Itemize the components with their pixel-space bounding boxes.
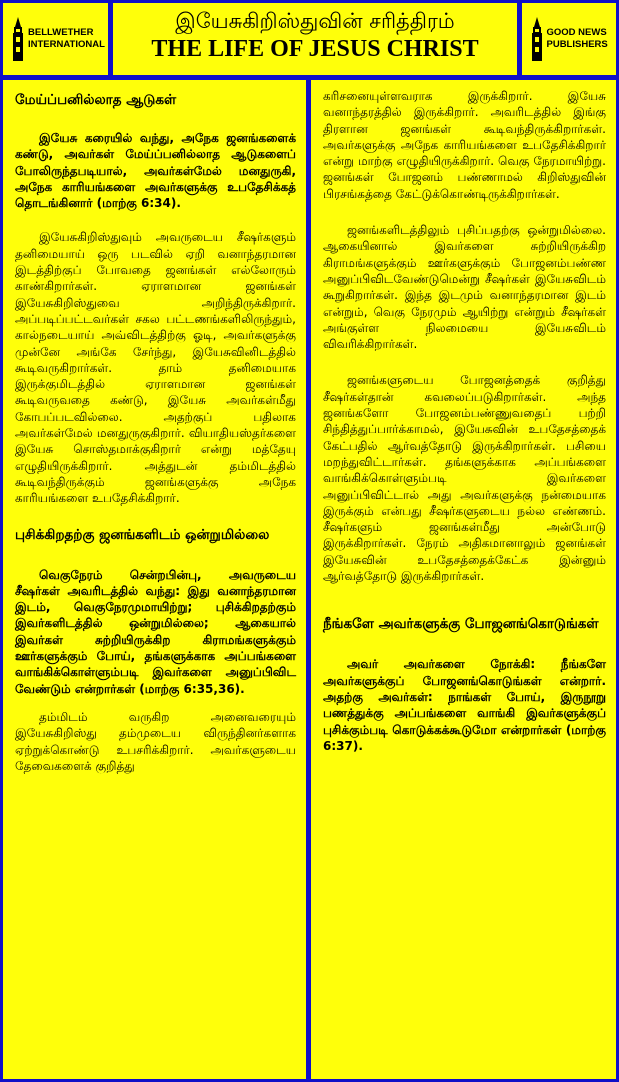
- scripture-mark-6-35: வெகுநேரம் சென்றபின்பு, அவருடைய சீஷர்கள் அவரிடத்தில் வந்து: இது வனாந்தரமான இடம், வெகுநேரமுமாயிற்று; புசிக்கிறதற்கும் இவர்களிடத்தில் ஒன்றுமில்லை; ஆகையால் இவர்கள் சுற்றியிருக்கிற கிராமங்களுக்கும் ஊர்களுக்கும் போய், தங்களுக்காக அப்பங்களை வாங்கிக்கொள்ளும்படி இவர்களை அனுப்பிவிட வேண்டும் என்றார்கள் (மாற்கு 6:35,36).: [15, 567, 296, 696]
- section-heading-give-them-food: நீங்களே அவர்களுக்கு போஜனங்கொடுங்கள்: [323, 616, 599, 633]
- left-logo-text: BELLWETHER INTERNATIONAL: [28, 27, 105, 50]
- tower-icon: [530, 17, 544, 61]
- bell-tower-icon: [11, 17, 25, 61]
- left-logo: [3, 3, 108, 75]
- section-heading-nothing-to-eat: புசிக்கிறதற்கு ஜனங்களிடம் ஒன்றுமில்லை: [15, 526, 270, 543]
- paragraph: தம்மிடம் வருகிற அனைவரையும் இயேசுகிறிஸ்து தம்முடைய விருந்தினர்களாக ஏற்றுக்கொண்டு உபசரிக்கிறார். அவர்களுடைய தேவைகளைக் குறித்து: [15, 709, 296, 773]
- paragraph: கரிசனையுள்ளவராக இருக்கிறார். இயேசு வனாந்தரத்தில் இருக்கிறார். அவரிடத்தில் இங்கு திரளான ஜனங்கள் கூடிவந்திருக்கிறார்கள். அவர்களுக்கு அநேக காரியங்களை உபதேசிக்கிறார் என்று மாற்கு எழுதியிருக்கிறார். வெகு நேரமாயிற்று. ஜனங்கள் போஜனம் பண்ணாமல் கிறிஸ்துவின் பிரசங்கத்தை கேட்டுக்கொண்டிருக்கிறார்கள்.: [323, 89, 606, 201]
- scripture-mark-6-34: இயேசு கரையில் வந்து, அநேக ஜனங்களைக் கண்டு, அவர்கள் மேய்ப்பனில்லாத ஆடுகளைப் போலிருந்தபடியால், அவர்கள்மேல் மனதுருகி, அநேக காரியங்களை அவர்களுக்கு உபதேசிக்கத் தொடங்கினார் (மாற்கு 6:34).: [15, 131, 296, 211]
- title-english: THE LIFE OF JESUS CHRIST: [151, 36, 479, 62]
- title-tamil: இயேசுகிறிஸ்துவின் சரித்திரம்: [175, 9, 455, 33]
- paragraph: ஜனங்களிடத்திலும் புசிப்பதற்கு ஒன்றுமில்லை. ஆகையினால் இவர்களை சுற்றியிருக்கிற கிராமங்களுக்கும் ஊர்களுக்கும் போஜனம்பண்ண அனுப்பிவிடவேண்டுமென்று சீஷர்கள் இயேசுவிடம் கூறுகிறார்கள். இந்த இடமும் வனாந்தரமான இடம் என்றும், வெகு நேரமும் ஆயிற்று என்றும் சீஷர்கள் அங்குள்ள நிலமையை இயேசுவிடம் விவரிக்கிறார்கள்.: [323, 223, 606, 352]
- scripture-mark-6-37: அவர் அவர்களை நோக்கி: நீங்களே அவர்களுக்குப் போஜனங்கொடுங்கள் என்றார். அதற்கு அவர்கள்: நாங்கள் போய், இருநூறு பணத்துக்கு அப்பங்களை வாங்கி இவர்களுக்குப் புசிக்கும்படி கொடுக்கக்கூடுமோ என்றார்கள் (மாற்கு 6:37).: [323, 657, 606, 753]
- right-column: [311, 80, 616, 1079]
- right-logo: [522, 3, 616, 75]
- section-heading-shepherdless: மேய்ப்பனில்லாத ஆடுகள்: [15, 92, 177, 108]
- left-column: [3, 80, 306, 1079]
- paragraph: இயேசுகிறிஸ்துவும் அவருடைய சீஷர்களும் தனிமையாய் ஒரு படவில் ஏறி வனாந்தரமான இடத்திற்குப் போவதை ஜனங்கள் எல்லோரும் காண்கிறார்கள். ஏராளமான ஜனங்கள் இயேசுகிறிஸ்துவை அறிந்திருக்கிறார். அப்படிப்பட்டவர்கள் சகல பட்டணங்களிலிருந்தும், கால்நடையாய் அவ்விடத்திற்கு ஓடி, அவர்களுக்கு முன்னே அங்கே சேர்ந்து, இயேசுவினிடத்தில் கூடிவருகிறார்கள். தாம் தனிமையாக இருக்குமிடத்தில் ஏராளமான ஜனங்கள் கூடிவருவதை கண்டு, இயேசு அவர்கள்மீது கோபப்படவில்லை. அதற்குப் பதிலாக அவர்கள்மேல் மனதுருகுகிறார். வியாதியஸ்தர்களை இயேசு சொஸ்தமாக்குகிறார் என்று மத்தேயு எழுதியிருக்கிறார். அத்துடன் தம்மிடத்தில் கூடிவந்திருக்கும் ஜனங்களுக்கு அநேக காரியங்களை உபதேசிக்கிறார்.: [15, 230, 296, 506]
- right-logo-text: GOOD NEWS PUBLISHERS: [546, 27, 608, 50]
- paragraph: ஜனங்களுடைய போஜனத்தைக் குறித்து சீஷர்கள்தான் கவலைப்படுகிறார்கள். அந்த ஜனங்களோ போஜனம்பண்ணுவதைப் பற்றி சிந்தித்துப்பார்க்காமல், இயேசுவின் உபதேசத்தைக் கேட்பதில் ஆர்வத்தோடு இருக்கிறார்கள். பசியை மறந்துவிட்டார்கள். தங்களுக்காக அப்பங்களை வாங்கிக்கொள்ளும்படி இவர்களை அனுப்பிவிட்டால் அது அவர்களுக்கு நன்மையாக இருக்கும் என்பது சீஷர்களுடைய நல்ல எண்ணம். சீஷர்களும் ஜனங்கள்மீது அன்போடு இருக்கிறார்கள். நேரம் அதிகமானாலும் ஜனங்கள் இயேசுவின் உபதேசத்தைக்கேட்க இன்னும் ஆர்வத்தோடு இருக்கிறார்கள்.: [323, 373, 606, 584]
- title-box: [113, 3, 517, 75]
